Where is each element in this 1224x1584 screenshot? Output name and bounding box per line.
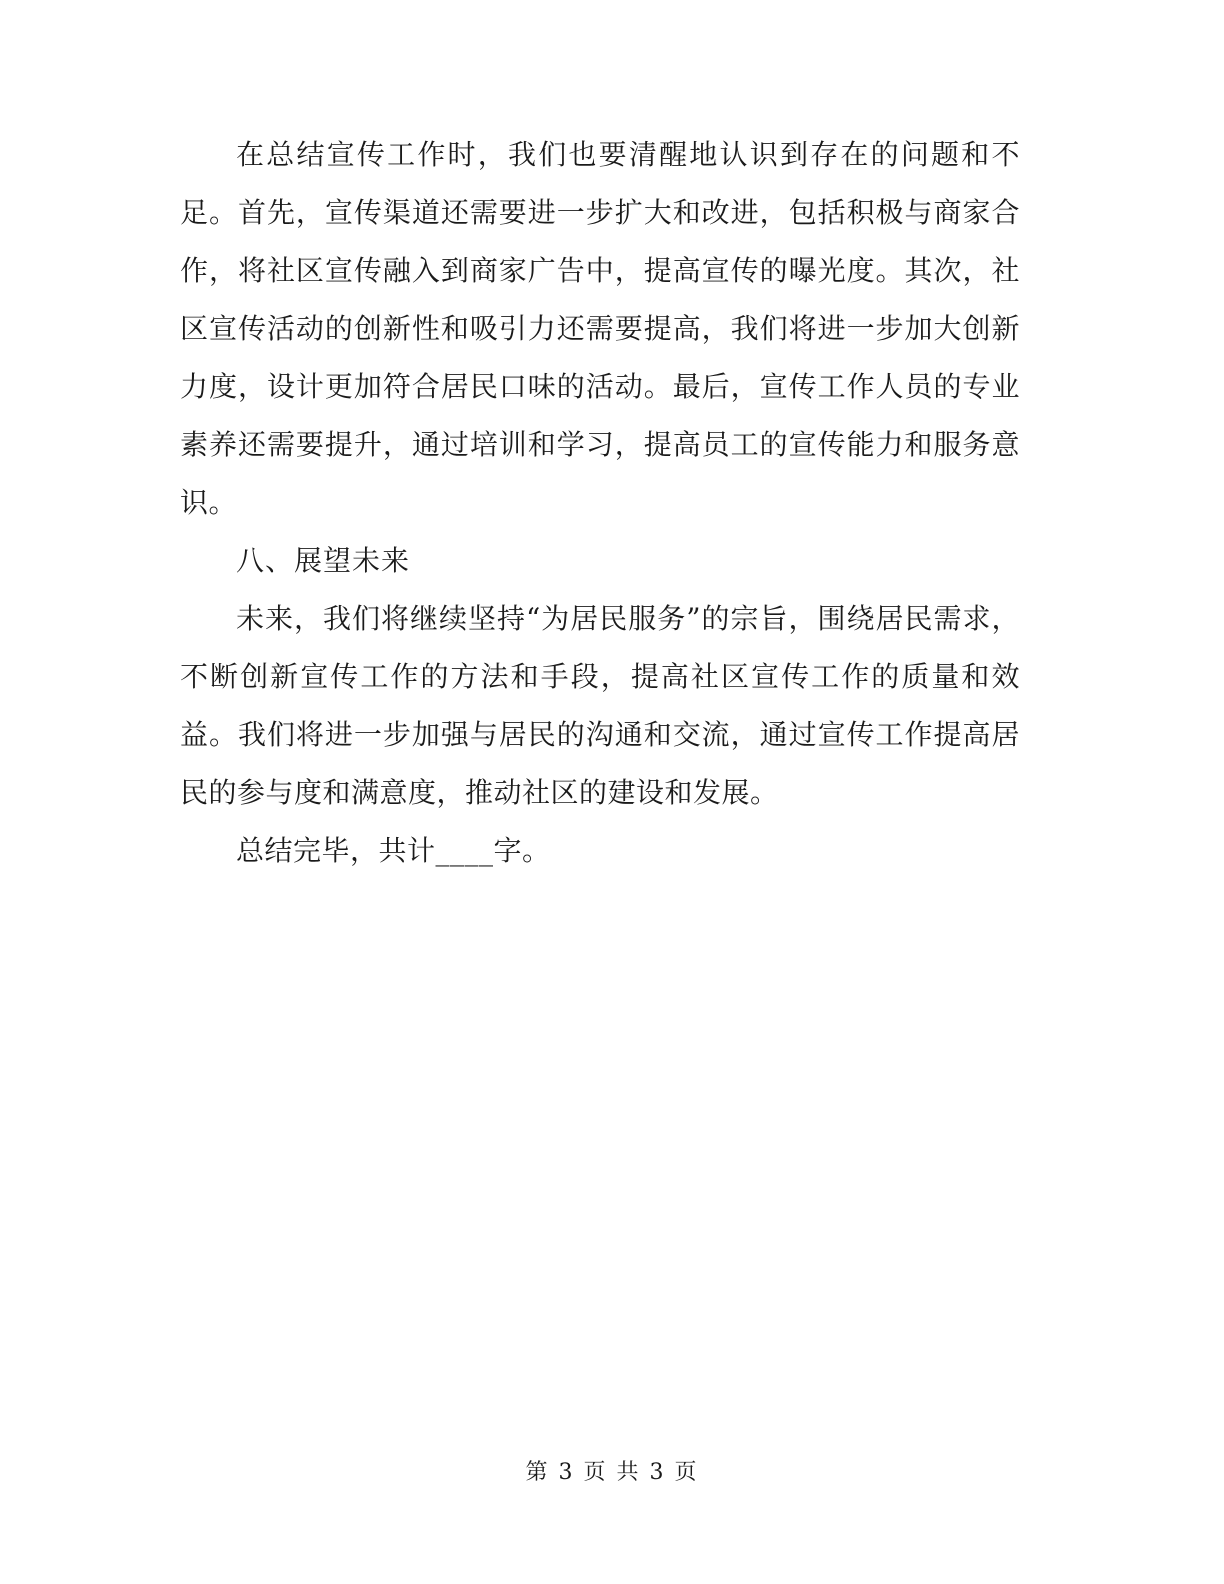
future-paragraph: 未来，我们将继续坚持“为居民服务”的宗旨，围绕居民需求，不断创新宣传工作的方法和手段，提高社区宣传工作的质量和效益。我们将进一步加强与居民的沟通和交流，通过宣传工作提高居民的参与度和满意度，推动社区的建设和发展。 bbox=[180, 602, 1020, 809]
section-heading: 八、展望未来 bbox=[236, 544, 411, 577]
closing-line: 总结完毕，共计____字。 bbox=[236, 834, 551, 867]
problems-paragraph: 在总结宣传工作时，我们也要清醒地认识到存在的问题和不足。首先，宣传渠道还需要进一步扩大和改进，包括积极与商家合作，将社区宣传融入到商家广告中，提高宣传的曝光度。其次，社区宣传活动的创新性和吸引力还需要提高，我们将进一步加大创新力度，设计更加符合居民口味的活动。最后，宣传工作人员的专业素养还需要提升，通过培训和学习，提高员工的宣传能力和服务意识。 bbox=[180, 138, 1020, 519]
page-footer: 第 3 页 共 3 页 bbox=[525, 1460, 699, 1485]
document-body bbox=[180, 126, 1020, 880]
